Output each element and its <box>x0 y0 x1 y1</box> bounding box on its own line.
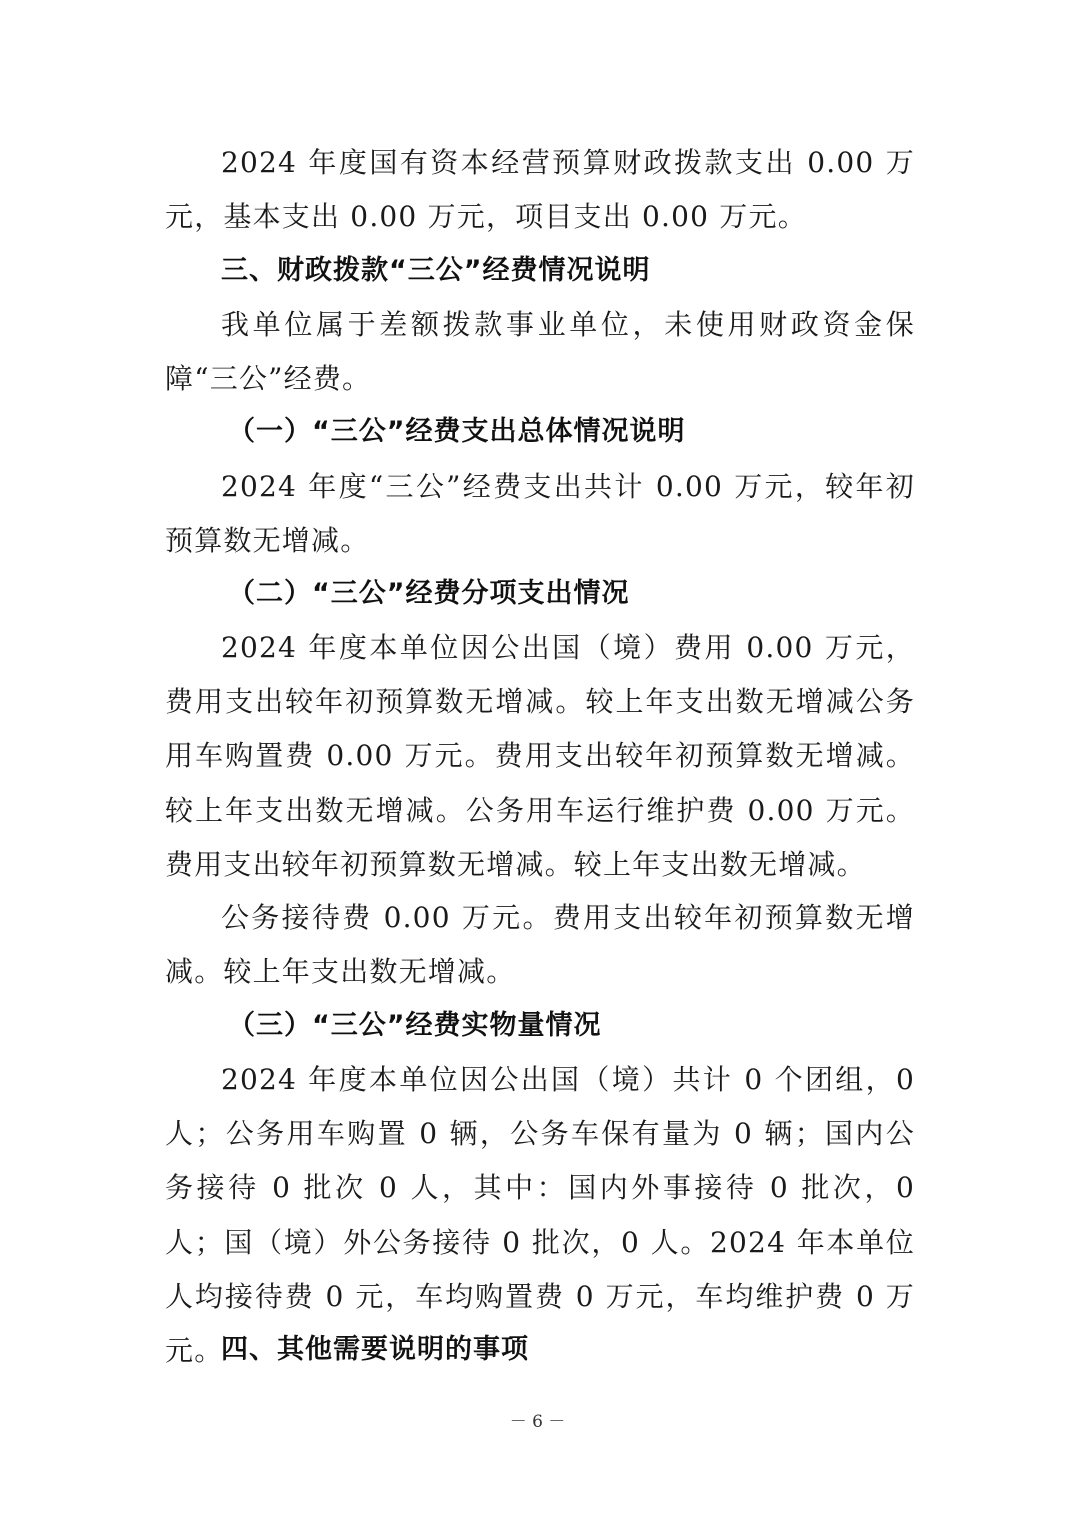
subheading-physical-quantities: （三）“三公”经费实物量情况 <box>228 1010 602 1041</box>
subheading-itemized-expenses: （二）“三公”经费分项支出情况 <box>228 578 630 609</box>
paragraph-unit-funding-type: 我单位属于差额拨款事业单位，未使用财政资金保障“三公”经费。 <box>165 308 915 396</box>
subheading-overall-expenses: （一）“三公”经费支出总体情况说明 <box>228 416 686 447</box>
section-heading-other-matters: 四、其他需要说明的事项 <box>221 1334 529 1365</box>
paragraph-state-capital-budget: 2024 年度国有资本经营预算财政拨款支出 0.00 万元，基本支出 0.00 万元，项目支出 0.00 万元。 <box>165 146 915 234</box>
paragraph-reception-expenses: 公务接待费 0.00 万元。费用支出较年初预算数无增减。较上年支出数无增减。 <box>165 901 915 989</box>
page-number: － 6 － <box>509 1412 566 1432</box>
paragraph-overall-expenses: 2024 年度“三公”经费支出共计 0.00 万元，较年初预算数无增减。 <box>165 470 915 558</box>
section-heading-three-public-expenses: 三、财政拨款“三公”经费情况说明 <box>221 255 651 286</box>
paragraph-itemized-expenses: 2024 年度本单位因公出国（境）费用 0.00 万元，费用支出较年初预算数无增减。较上年支出数无增减公务用车购置费 0.00 万元。费用支出较年初预算数无增减。较上年支出数无增减。公务用车运行维护费 0.00 万元。费用支出较年初预算数无增减。较上年支出数无增减。 <box>165 631 915 881</box>
paragraph-physical-quantities: 2024 年度本单位因公出国（境）共计 0 个团组，0 人；公务用车购置 0 辆，公务车保有量为 0 辆；国内公务接待 0 批次 0 人，其中：国内外事接待 0 批次，0 人；国（境）外公务接待 0 批次，0 人。2024 年本单位人均接待费 0 元，车均购置费 0 万元，车均维护费 0 万元。 <box>165 1063 915 1368</box>
